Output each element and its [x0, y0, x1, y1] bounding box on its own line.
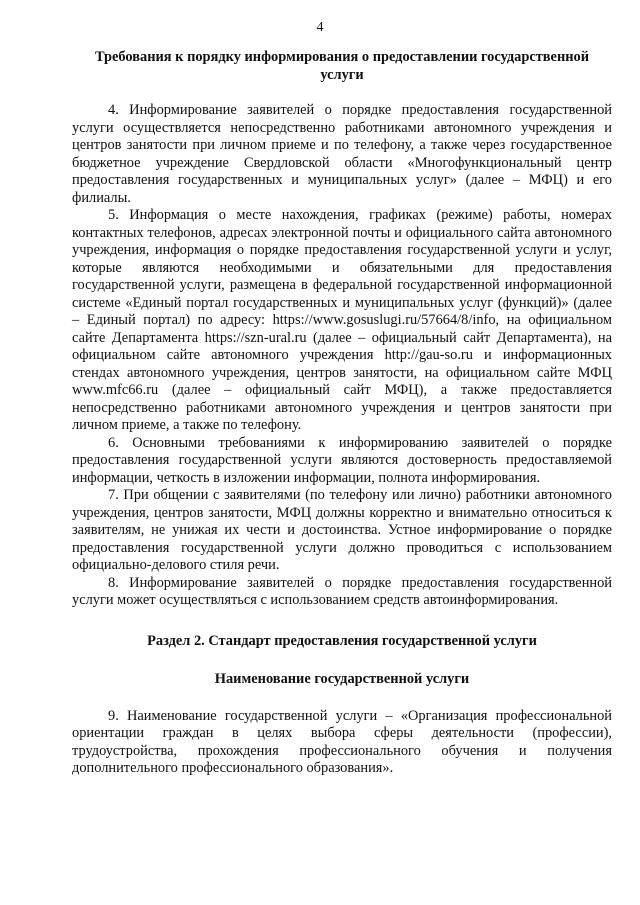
- paragraph-5: 5. Информация о месте нахождения, графиках (режиме) работы, номерах контактных телефонов, адресах электронной почты и официального сайта автономного учреждения, информация о порядке предоставления государственной услуги и услуг, которые являются необходимыми и обязательными для предоставления государственной услуги, размещена в федеральной государственной информационной системе «Единый портал государственных и муниципальных услуг (функций)» (далее – Единый портал) по адресу: https://www.gosuslugi.ru/57664/8/info, на официальном сайте Департамента https://szn-ural.ru (далее – официальный сайт Департамента), на официальном сайте автономного учреждения http://gau-so.ru и информационных стендах автономного учреждения, центров занятости, на официальном сайте МФЦ www.mfc66.ru (далее – официальный сайт МФЦ), а также предоставляется непосредственно работниками автономного учреждения и центров занятости при личном приеме, а также по телефону.: [72, 207, 612, 433]
- document-body: [72, 48, 612, 778]
- paragraph-9: 9. Наименование государственной услуги – «Организация профессиональной ориентации граждан в целях выбора сферы деятельности (профессии), трудоустройства, прохождения профессионального обучения и получения дополнительного профессионального образования».: [72, 707, 612, 776]
- paragraph-6: 6. Основными требованиями к информированию заявителей о порядке предоставления государственной услуги являются достоверность предоставляемой информации, четкость в изложении информации, полнота информирования.: [72, 434, 612, 486]
- paragraph-7: 7. При общении с заявителями (по телефону или лично) работники автономного учреждения, центров занятости, МФЦ должны корректно и внимательно относиться к заявителям, не унижая их чести и достоинства. Устное информирование о порядке предоставления государственной услуги должно проводиться с использованием официально-делового стиля речи.: [72, 487, 612, 573]
- paragraph-4: 4. Информирование заявителей о порядке предоставления государственной услуги осуществляется непосредственно работниками автономного учреждения и центров занятости при личном приеме и по телефону, а также через государственное бюджетное учреждение Свердловской области «Многофункциональный центр предоставления государственных и муниципальных услуг» (далее – МФЦ) и его филиалы.: [72, 102, 612, 206]
- section-title: Требования к порядку информирования о предоставлении государственной услуги: [94, 49, 590, 83]
- section-2-title: Раздел 2. Стандарт предоставления государственной услуги: [147, 632, 537, 649]
- subsection-title: Наименование государственной услуги: [214, 670, 470, 687]
- paragraph-8: 8. Информирование заявителей о порядке предоставления государственной услуги может осуществляться с использованием средств автоинформирования.: [72, 574, 612, 608]
- page-number: 4: [316, 20, 324, 35]
